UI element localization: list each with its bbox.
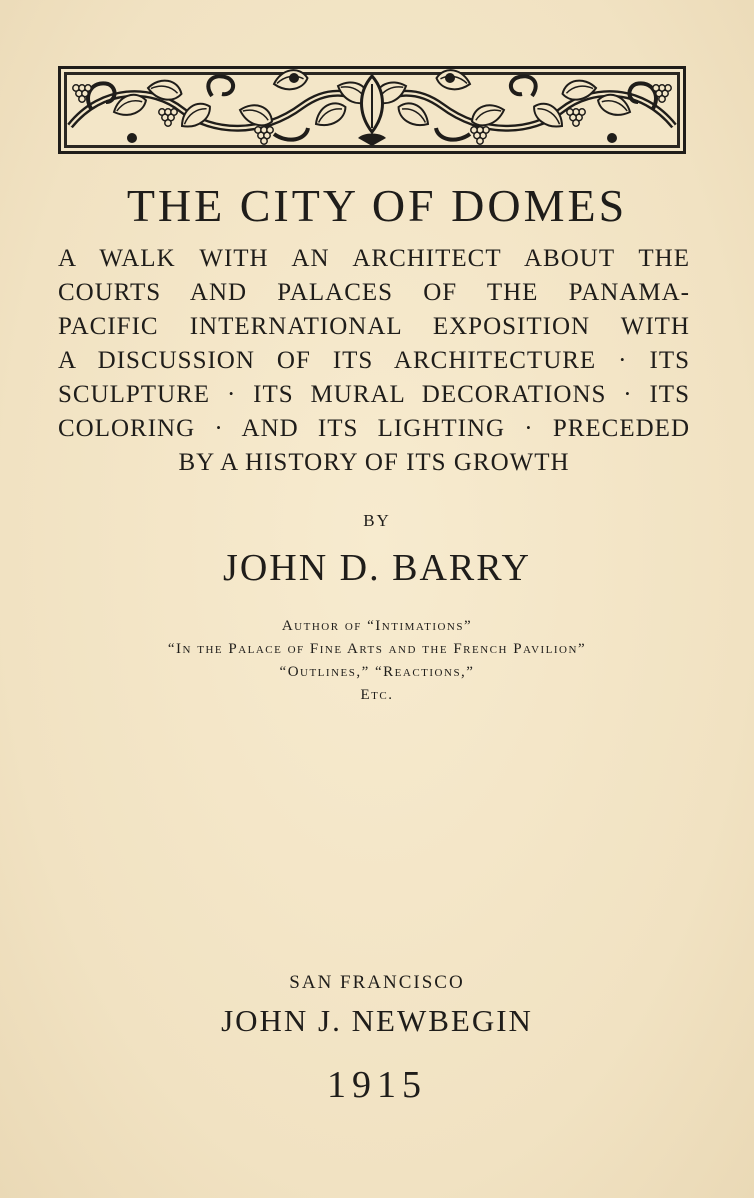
other-works-line: “In the Palace of Fine Arts and the French Pavilion”	[167, 641, 587, 657]
imprint-city: SAN FRANCISCO	[289, 972, 465, 993]
imprint-publisher: JOHN J. NEWBEGIN	[221, 1003, 533, 1038]
subtitle-line: SCULPTURE · ITS MURAL DECORATIONS · ITS	[58, 381, 690, 408]
other-works-line: Author of “Intimations”	[281, 618, 473, 634]
subtitle-line: COLORING · AND ITS LIGHTING · PRECEDED	[58, 415, 690, 442]
imprint-year: 1915	[327, 1064, 427, 1106]
subtitle-line: BY A HISTORY OF ITS GROWTH	[178, 449, 570, 476]
subtitle	[58, 242, 690, 480]
floral-scroll-ornament-icon	[58, 66, 686, 154]
book-title: THE CITY OF DOMES	[126, 180, 628, 231]
subtitle-line: A WALK WITH AN ARCHITECT ABOUT THE	[58, 245, 690, 272]
other-works-line: Etc.	[360, 687, 394, 703]
by-label: BY	[363, 511, 391, 530]
author-name: JOHN D. BARRY	[223, 547, 531, 589]
subtitle-line: A DISCUSSION OF ITS ARCHITECTURE · ITS	[58, 347, 690, 374]
subtitle-line: PACIFIC INTERNATIONAL EXPOSITION WITH	[58, 313, 690, 340]
subtitle-line: COURTS AND PALACES OF THE PANAMA-	[58, 279, 690, 306]
other-works-line: “Outlines,” “Reactions,”	[279, 664, 475, 680]
other-works	[0, 615, 754, 707]
